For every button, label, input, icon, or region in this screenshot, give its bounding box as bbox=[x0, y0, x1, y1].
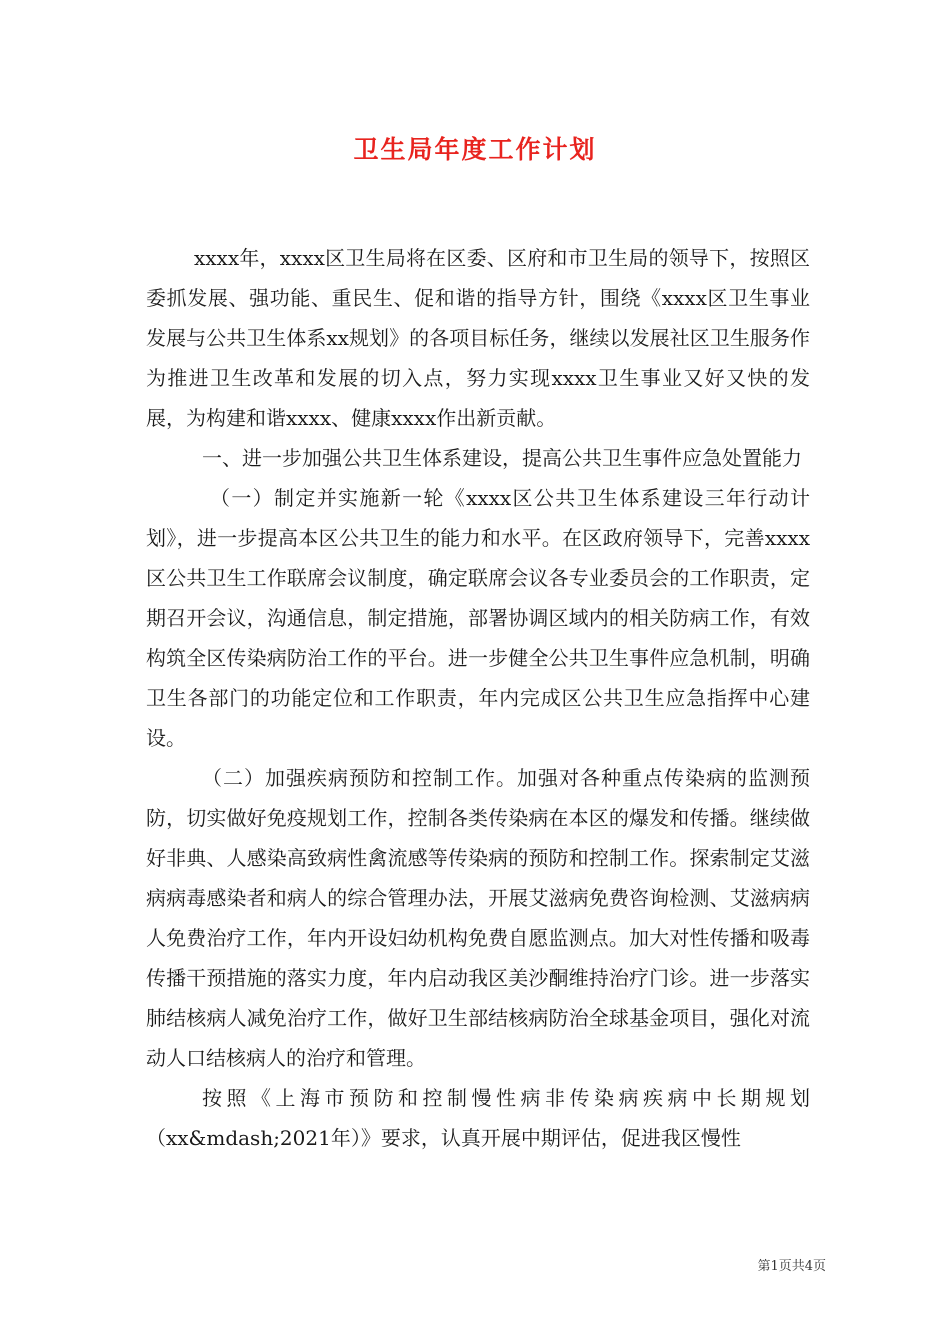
document-title: 卫生局年度工作计划 bbox=[353, 135, 597, 164]
paragraph-intro: xxxx年，xxxx区卫生局将在区委、区府和市卫生局的领导下，按照区委抓发展、强功能、重民生、促和谐的指导方针，围绕《xxxx区卫生事业发展与公共卫生体系xx规划》的各项目标任务，继续以发展社区卫生服务作为推进卫生改革和发展的切入点，努力实现xxxx卫生事业又好又快的发展，为构建和谐xxxx、健康xxxx作出新贡献。 bbox=[146, 246, 810, 430]
paragraph-chronic-disease: 按照《上海市预防和控制慢性病非传染病疾病中长期规划（xx&mdash;2021年）》要求，认真开展中期评估，促进我区慢性 bbox=[146, 1086, 810, 1150]
heading-section-1: 一、进一步加强公共卫生体系建设，提高公共卫生事件应急处置能力 bbox=[202, 446, 802, 470]
page-number: 第1页共4页 bbox=[757, 1259, 826, 1274]
paragraph-item-2: （二）加强疾病预防和控制工作。加强对各种重点传染病的监测预防，切实做好免疫规划工作，控制各类传染病在本区的爆发和传播。继续做好非典、人感染高致病性禽流感等传染病的预防和控制工作。探索制定艾滋病病毒感染者和病人的综合管理办法，开展艾滋病免费咨询检测、艾滋病病人免费治疗工作，年内开设妇幼机构免费自愿监测点。加大对性传播和吸毒传播干预措施的落实力度，年内启动我区美沙酮维持治疗门诊。进一步落实肺结核病人减免治疗工作，做好卫生部结核病防治全球基金项目，强化对流动人口结核病人的治疗和管理。 bbox=[146, 766, 810, 1070]
paragraph-item-1: （一）制定并实施新一轮《xxxx区公共卫生体系建设三年行动计划》，进一步提高本区公共卫生的能力和水平。在区政府领导下，完善xxxx区公共卫生工作联席会议制度，确定联席会议各专业委员会的工作职责，定期召开会议，沟通信息，制定措施，部署协调区域内的相关防病工作，有效构筑全区传染病防治工作的平台。进一步健全公共卫生事件应急机制，明确卫生各部门的功能定位和工作职责，年内完成区公共卫生应急指挥中心建设。 bbox=[146, 486, 810, 750]
document-body bbox=[146, 238, 810, 1158]
